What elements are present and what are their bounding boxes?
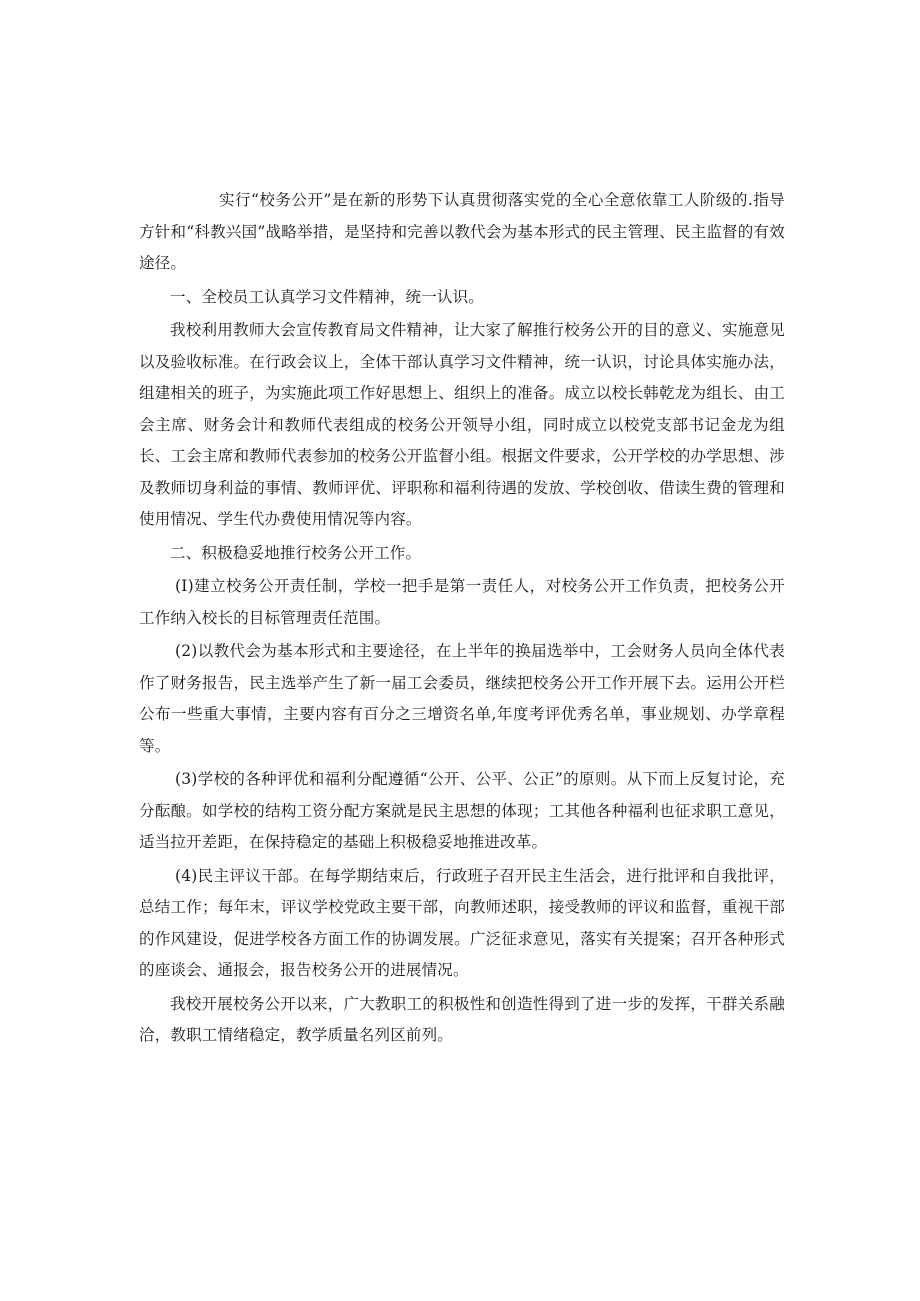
list-item-1: (I)建立校务公开责任制，学校一把手是第一责任人，对校务公开工作负责，把校务公开工作纳入校长的目标管理责任范围。 [139, 577, 785, 627]
list-item-3: (3)学校的各种评优和福利分配遵循“公开、公平、公正”的原则。从下而上反复讨论，充分酝酿。如学校的结构工资分配方案就是民主思想的体现；工其他各种福利也征求职工意见，适当拉开差距，在保持稳定的基础上积极稳妥地推进改革。 [139, 770, 785, 851]
intro-paragraph: 实行“校务公开”是在新的形势下认真贯彻落实党的全心全意依靠工人阶级的.指导方针和“科教兴国”战略举措，是坚持和完善以教代会为基本形式的民主管理、民主监督的有效途径。 [139, 191, 785, 272]
list-item-4: (4)民主评议干部。在每学期结束后，行政班子召开民主生活会，进行批评和自我批评，总结工作；每年末，评议学校党政主要干部，向教师述职，接受教师的评议和监督，重视干部的作风建设，促进学校各方面工作的协调发展。广泛征求意见，落实有关提案；召开各种形式的座谈会、通报会，报告校务公开的进展情况。 [139, 866, 785, 979]
closing-paragraph: 我校开展校务公开以来，广大教职工的积极性和创造性得到了进一步的发挥，干群关系融洽，教职工情绪稳定，教学质量名列区前列。 [139, 994, 785, 1044]
document-body [139, 185, 785, 1054]
body-paragraph-1: 我校利用教师大会宣传教育局文件精神，让大家了解推行校务公开的目的意义、实施意见以及验收标准。在行政会议上，全体干部认真学习文件精神，统一认识，讨论具体实施办法，组建相关的班子，为实施此项工作好思想上、组织上的准备。成立以校长韩乾龙为组长、由工会主席、财务会计和教师代表组成的校务公开领导小组，同时成立以校党支部书记金龙为组长、工会主席和教师代表参加的校务公开监督小组。根据文件要求，公开学校的办学思想、涉及教师切身利益的事情、教师评优、评职称和福利待遇的发放、学校创收、借读生费的管理和使用情况、学生代办费使用情况等内容。 [139, 321, 785, 528]
section-heading-2: 二、积极稳妥地推行校务公开工作。 [170, 543, 422, 562]
list-item-2: (2)以教代会为基本形式和主要途径，在上半年的换届选举中，工会财务人员向全体代表作了财务报告，民主选举产生了新一届工会委员，继续把校务公开工作开展下去。运用公开栏公布一些重大事情，主要内容有百分之三增资名单,年度考评优秀名单，事业规划、办学章程等。 [139, 642, 785, 755]
section-heading-1: 一、全校员工认真学习文件精神，统一认识。 [170, 287, 485, 306]
